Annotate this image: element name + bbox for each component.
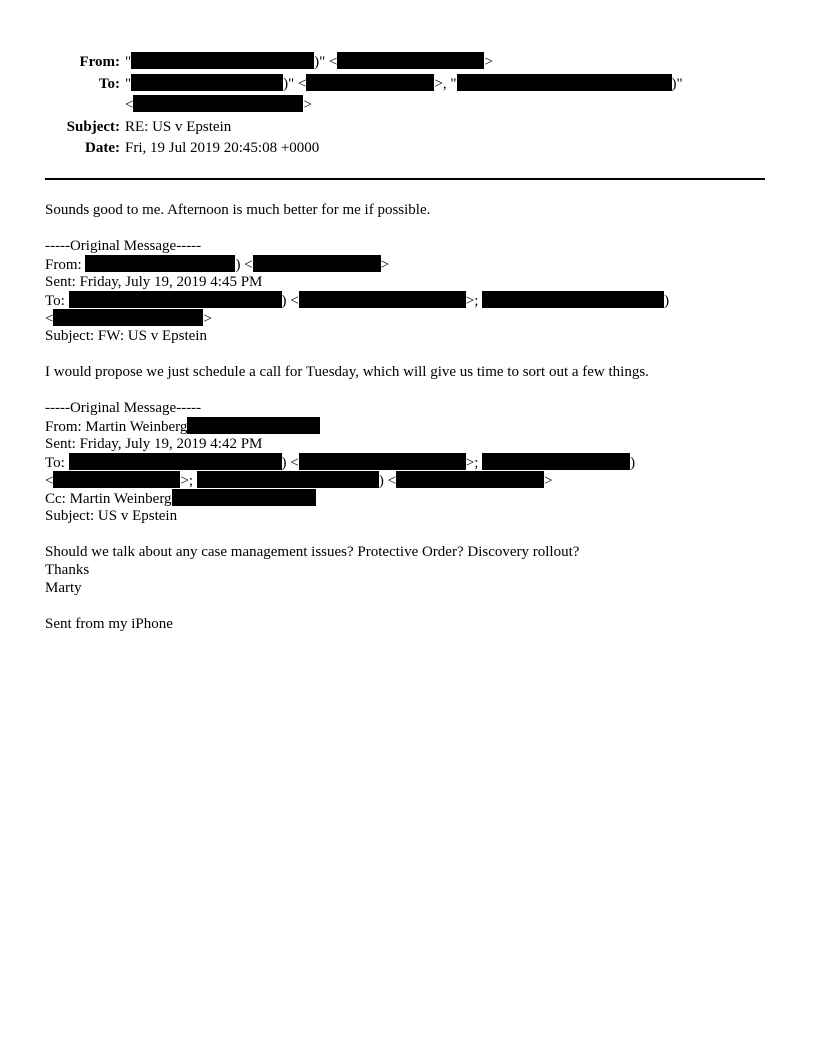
redaction	[69, 453, 282, 470]
to-label: To:	[45, 293, 65, 309]
redaction	[306, 74, 434, 91]
subject-value: RE: US v Epstein	[125, 118, 232, 135]
from-label: From:	[45, 257, 82, 273]
redaction	[299, 291, 466, 308]
original-message-marker: -----Original Message-----	[45, 238, 202, 254]
signature: Sent from my iPhone	[45, 616, 173, 632]
from-value: " )" < >	[125, 54, 493, 70]
redaction	[133, 95, 303, 112]
original1-to: To: ) < >; )	[45, 293, 670, 309]
subject-label: Subject:	[66, 118, 120, 135]
redaction	[172, 489, 316, 506]
original2-cc	[45, 489, 785, 507]
original2-body-line: Thanks	[45, 562, 90, 578]
redaction	[131, 52, 314, 69]
reply-text: Sounds good to me. Afternoon is much better for me if possible.	[45, 202, 431, 218]
redaction	[482, 291, 664, 308]
original-message-marker: -----Original Message-----	[45, 400, 202, 416]
original1-subject: Subject: FW: US v Epstein	[45, 328, 207, 344]
redaction	[482, 453, 630, 470]
redaction	[53, 309, 203, 326]
original2-body-line: Marty	[45, 580, 82, 596]
date-label: Date:	[85, 140, 120, 156]
redaction	[299, 453, 466, 470]
original2-sent: Sent: Friday, July 19, 2019 4:42 PM	[45, 436, 263, 452]
redaction	[53, 471, 180, 488]
original2-subject: Subject: US v Epstein	[45, 508, 178, 524]
original1-from: From: ) < >	[45, 257, 390, 273]
header-subject-row	[45, 117, 765, 139]
redaction	[396, 471, 544, 488]
email-header	[45, 52, 765, 160]
original2-to: To: ) < >; )	[45, 455, 636, 471]
to-label: To:	[45, 455, 65, 471]
from-text: From: Martin Weinberg	[45, 419, 188, 435]
header-from-row	[45, 52, 765, 74]
original1-body: I would propose we just schedule a call for Tuesday, which will give us time to sort out a few things.	[45, 364, 649, 380]
original1-sent: Sent: Friday, July 19, 2019 4:45 PM	[45, 274, 263, 290]
header-to-row	[45, 74, 765, 96]
to-label: To:	[98, 75, 120, 92]
to-value-continued: < >	[125, 97, 312, 113]
redaction	[197, 471, 379, 488]
redaction	[85, 255, 235, 272]
redaction	[253, 255, 381, 272]
header-date-row	[45, 138, 765, 160]
date-value: Fri, 19 Jul 2019 20:45:08 +0000	[125, 140, 320, 156]
original2-to-continued: < >; ) < >	[45, 473, 553, 489]
redaction	[69, 291, 282, 308]
original2-from	[45, 417, 785, 435]
cc-text: Cc: Martin Weinberg	[45, 491, 172, 507]
email-body	[45, 201, 785, 633]
original1-to-continued: < >	[45, 311, 212, 327]
redaction	[187, 417, 320, 434]
from-label: From:	[79, 54, 120, 70]
header-divider	[45, 178, 765, 180]
to-value: " )" < >, " )"	[125, 75, 683, 92]
redaction	[457, 74, 672, 91]
redaction	[337, 52, 484, 69]
original2-body-line: Should we talk about any case management issues? Protective Order? Discovery rollout?	[45, 544, 580, 560]
redaction	[131, 74, 283, 91]
